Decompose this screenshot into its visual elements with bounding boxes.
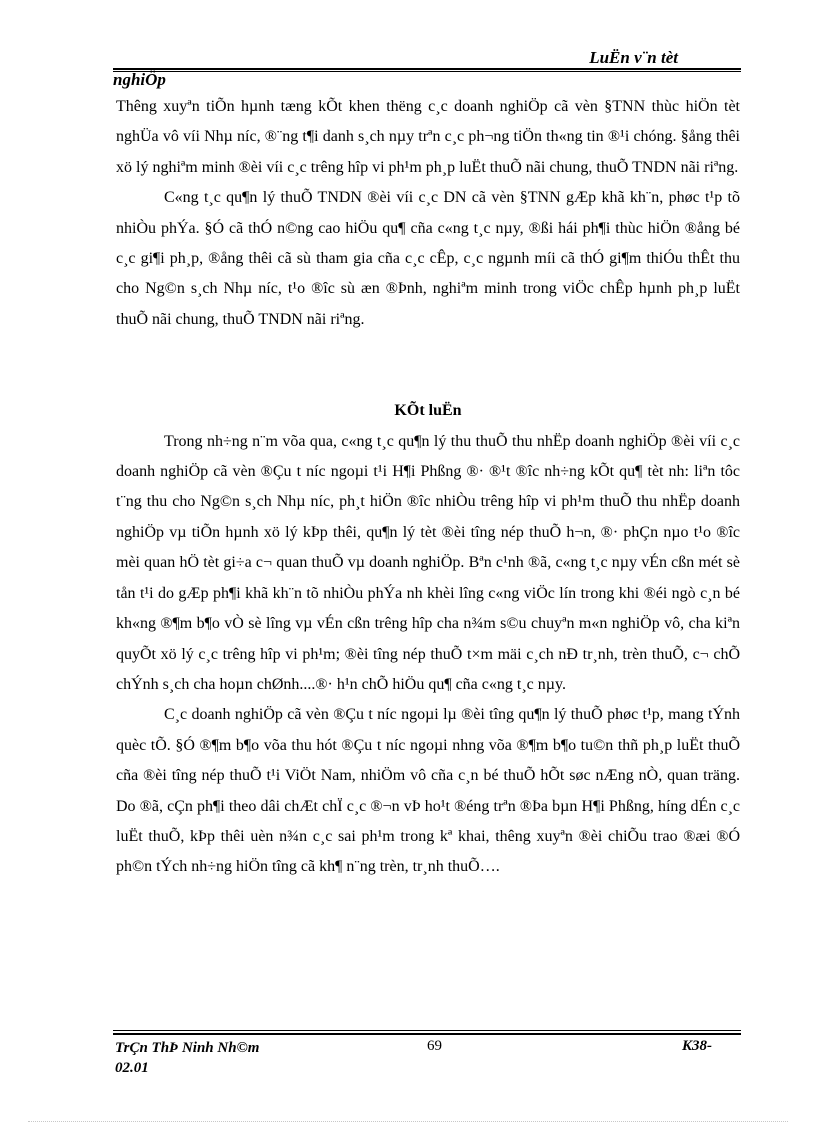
section-spacer	[116, 335, 740, 396]
page-number: 69	[427, 1038, 442, 1054]
page-edge-line	[28, 1121, 788, 1122]
header-rule-thick	[113, 68, 741, 70]
paragraph-3: Trong nh÷ng n¨m võa qua, c«ng t¸c qu¶n lý thu thuÕ thu nhËp doanh nghiÖp ®èi víi c¸c doanh nghiÖp cã vèn ®Çu t níc ngoµi t¹i H¶i Phßng ®· ®¹t ®îc nh÷ng kÕt qu¶ tèt nh: liªn tôc t¨ng thu cho Ng©n s¸ch Nhµ níc, ph¸t hiÖn ®îc nhiÒu trêng hîp vi ph¹m thuÕ thu nhËp doanh nghiÖp vµ tiÕn hµnh xö lý kÞp thêi, qu¶n lý tèt ®èi tîng nép thuÕ h¬n, ®· phÇn nµo t¹o ®îc mèi quan hÖ tèt gi÷a c¬ quan thuÕ vµ doanh nghiÖp. Bªn c¹nh ®ã, c«ng t¸c nµy vÉn cßn mét sè tån t¹i do gÆp ph¶i khã kh¨n tõ nhiÒu phÝa nh khèi lîng c«ng viÖc lín trong khi ®éi ngò c¸n bé kh«ng ®¶m b¶o vÒ sè lîng vµ vÉn cßn trêng hîp cha n¾m s©u chuyªn m«n nghiÖp vô, cha kiªn quyÕt xö lý c¸c trêng hîp vi ph¹m; ®èi tîng nép thuÕ t×m mäi c¸ch nÐ tr¸nh, trèn thuÕ, c¬ chÕ chÝnh s¸ch cha hoµn chØnh....®· h¹n chÕ hiÖu qu¶ cña c«ng t¸c nµy.	[116, 432, 740, 693]
footer-class-code: K38-	[682, 1038, 712, 1054]
paragraph-1: Thêng xuyªn tiÕn hµnh tæng kÕt khen thëng c¸c doanh nghiÖp cã vèn §TNN thùc hiÖn tèt nghÜa vô víi Nhµ níc, ®¨ng t¶i danh s¸ch nµy trªn c¸c ph¬ng tiÖn th«ng tin ®¹i chóng. §ång thêi xö lý nghiªm minh ®èi víi c¸c trêng hîp vi ph¹m ph¸p luËt thuÕ nãi chung, thuÕ TNDN nãi riªng.	[116, 98, 740, 176]
footer-author-name: TrÇn ThÞ Ninh Nh©m	[115, 1040, 260, 1056]
header-title: LuËn v¨n tèt	[589, 48, 678, 67]
footer-author	[115, 1038, 315, 1078]
footer-class-code-continuation: 02.01	[115, 1060, 149, 1076]
header-title-continuation: nghiÖp	[113, 70, 166, 89]
section-heading: KÕt luËn	[394, 402, 462, 420]
paragraph-4: C¸c doanh nghiÖp cã vèn ®Çu t níc ngoµi lµ ®èi tîng qu¶n lý thuÕ phøc t¹p, mang tÝnh quèc tÕ. §Ó ®¶m b¶o võa thu hót ®Çu t níc ngoµi nhng võa ®¶m b¶o tu©n thñ ph¸p luËt thuÕ cña ®èi tîng nép thuÕ t¹i ViÖt Nam, nhiÖm vô cña c¸n bé thuÕ hÕt søc nÆng nÒ, quan träng. Do ®ã, cÇn ph¶i theo dâi chÆt chÏ c¸c ®¬n vÞ ho¹t ®éng trªn ®Þa bµn H¶i Phßng, híng dÉn c¸c luËt thuÕ, kÞp thêi uèn n¾n c¸c sai ph¹m trong kª khai, thêng xuyªn ®èi chiÕu trao ®æi ®Ó ph©n tÝch nh÷ng hiÖn tîng cã kh¶ n¨ng trèn, tr¸nh thuÕ….	[116, 706, 740, 876]
footer-rule-thin	[113, 1030, 741, 1031]
footer-rule-thick	[113, 1033, 741, 1035]
paragraph-2: C«ng t¸c qu¶n lý thuÕ TNDN ®èi víi c¸c DN cã vèn §TNN gÆp khã kh¨n, phøc t¹p tõ nhiÒu phÝa. §Ó cã thÓ n©ng cao hiÖu qu¶ cña c«ng t¸c nµy, ®ßi hái ph¶i thùc hiÖn ®ång bé c¸c gi¶i ph¸p, ®ång thêi cã sù tham gia cña c¸c cÊp, c¸c ngµnh míi cã thÓ gi¶m thiÓu thÊt thu cho Ng©n s¸ch Nhµ níc, t¹o ®îc sù æn ®Þnh, nghiªm minh trong viÖc chÊp hµnh ph¸p luËt thuÕ nãi chung, thuÕ TNDN nãi riªng.	[116, 189, 740, 328]
header-rule-thin	[113, 71, 741, 72]
page-body	[116, 92, 740, 883]
